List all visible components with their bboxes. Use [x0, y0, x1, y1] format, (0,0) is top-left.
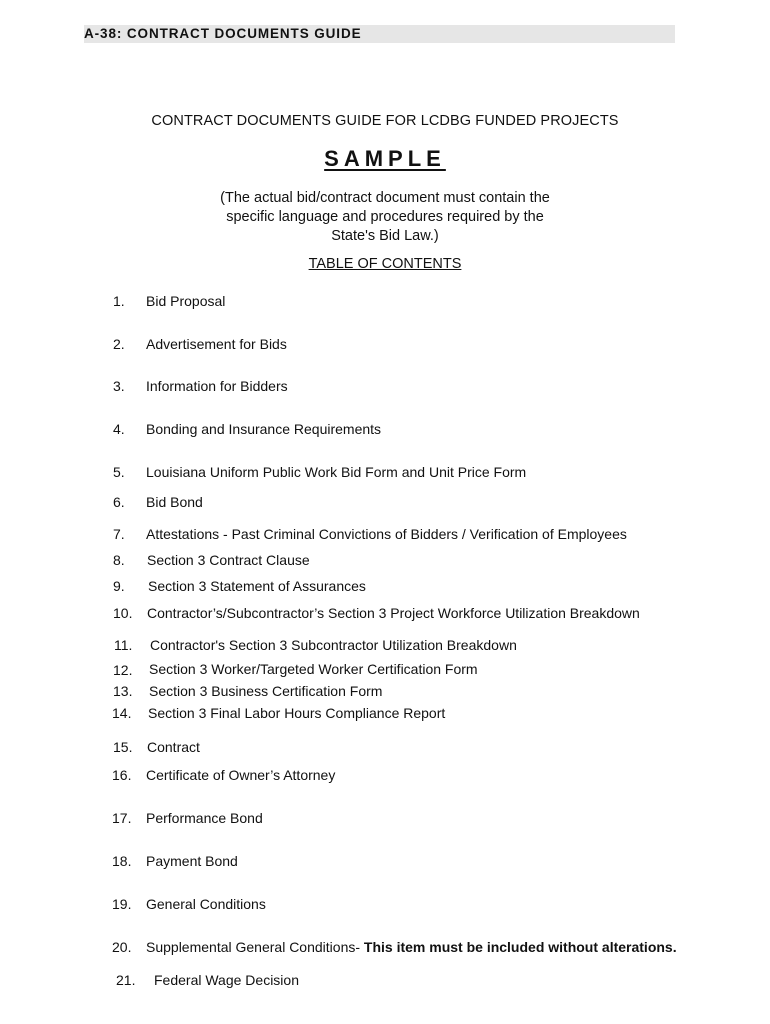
toc-item-number: 15.	[113, 739, 133, 755]
toc-item-number: 7.	[113, 526, 125, 542]
toc-item-label: Bid Proposal	[146, 293, 226, 309]
toc-item-label: Contractor’s/Subcontractor’s Section 3 Project Workforce Utilization Breakdown	[147, 605, 640, 621]
toc-heading: TABLE OF CONTENTS	[308, 256, 462, 272]
toc-item-label: Section 3 Business Certification Form	[149, 683, 383, 699]
toc-item-number: 9.	[113, 578, 125, 594]
toc-item-number: 21.	[116, 972, 136, 988]
toc-item-label: Information for Bidders	[146, 378, 288, 394]
toc-item-label: Section 3 Final Labor Hours Compliance Report	[148, 705, 446, 721]
toc-item-label: Certificate of Owner’s Attorney	[146, 767, 336, 783]
toc-item-number: 19.	[112, 896, 132, 912]
toc-item-number: 16.	[112, 767, 132, 783]
toc-item-label: Louisiana Uniform Public Work Bid Form and Unit Price Form	[146, 464, 527, 480]
document-title: CONTRACT DOCUMENTS GUIDE FOR LCDBG FUNDED PROJECTS	[151, 113, 619, 129]
toc-item-label: Contract	[147, 739, 200, 755]
sample-heading: SAMPLE	[324, 146, 446, 171]
toc-item-label: Section 3 Statement of Assurances	[148, 578, 366, 594]
toc-item-number: 5.	[113, 464, 125, 480]
toc-item-number: 14.	[112, 705, 132, 721]
toc-item-label: Attestations - Past Criminal Convictions of Bidders / Verification of Employees	[146, 526, 627, 542]
note-line: State's Bid Law.)	[331, 228, 439, 244]
toc-item-number: 17.	[112, 810, 132, 826]
toc-item-label: Bid Bond	[146, 494, 203, 510]
toc-item-label: Performance Bond	[146, 810, 263, 826]
note-line: specific language and procedures required by the	[226, 209, 544, 225]
toc-item-number: 6.	[113, 494, 125, 510]
toc-item-number: 11.	[114, 637, 133, 653]
toc-item-number: 18.	[112, 853, 132, 869]
toc-item-label: Section 3 Contract Clause	[147, 552, 310, 568]
disclaimer-note	[0, 189, 770, 246]
toc-item-label: Payment Bond	[146, 853, 238, 869]
toc-item-emphasis: This item must be included without alterations.	[360, 939, 677, 955]
toc-item-label: Bonding and Insurance Requirements	[146, 421, 382, 437]
toc-item-number: 13.	[113, 683, 133, 699]
header-title: A-38: CONTRACT DOCUMENTS GUIDE	[84, 26, 362, 41]
toc-item-number: 10.	[113, 605, 133, 621]
toc-item-label: Section 3 Worker/Targeted Worker Certification Form	[149, 661, 478, 677]
toc-item-number: 20.	[112, 939, 132, 955]
toc-item-label	[146, 939, 677, 956]
toc-item-label: Advertisement for Bids	[146, 336, 287, 352]
toc-item-label: Contractor's Section 3 Subcontractor Utilization Breakdown	[150, 637, 517, 653]
toc-item-number: 12.	[113, 662, 133, 678]
toc-item-label: General Conditions	[146, 896, 266, 912]
toc-item-number: 3.	[113, 378, 125, 394]
toc-item-number: 4.	[113, 421, 125, 437]
note-line: (The actual bid/contract document must contain the	[220, 190, 550, 206]
toc-item-number: 2.	[113, 336, 125, 352]
toc-item-label: Federal Wage Decision	[154, 972, 299, 988]
toc-item-number: 8.	[113, 552, 125, 568]
toc-item-number: 1.	[113, 293, 125, 309]
toc-item-label-text: Supplemental General Conditions-	[146, 939, 361, 955]
